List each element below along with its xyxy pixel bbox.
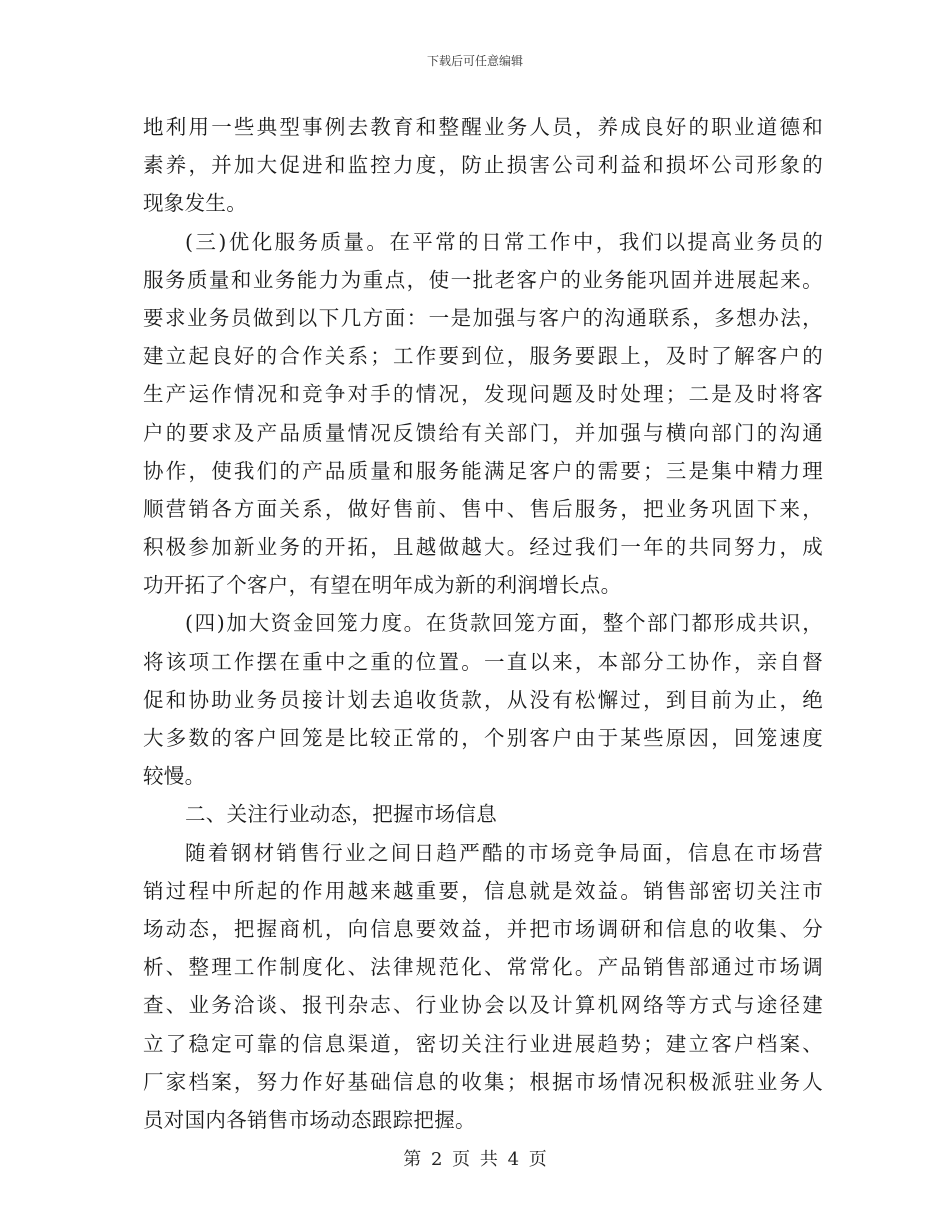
text-line: 场动态，把握商机，向信息要效益，并把市场调研和信息的收集、分 (143, 916, 823, 941)
text-line: 协作，使我们的产品质量和服务能满足客户的需要；三是集中精力理 (143, 458, 823, 483)
text-line: 要求业务员做到以下几方面：一是加强与客户的沟通联系，多想办法， (143, 305, 823, 330)
text-line: 服务质量和业务能力为重点，使一批老客户的业务能巩固并进展起来。 (143, 267, 823, 292)
text-line: 将该项工作摆在重中之重的位置。一直以来，本部分工协作，亲自督 (143, 649, 823, 674)
page-footer: 第 2 页 共 4 页 (403, 1149, 547, 1170)
text-line: 随着钢材销售行业之间日趋严酷的市场竞争局面，信息在市场营 (185, 840, 823, 865)
text-line: 促和协助业务员接计划去追收货款，从没有松懈过，到目前为止，绝 (143, 687, 823, 712)
text-line: 建立起良好的合作关系；工作要到位，服务要跟上，及时了解客户的 (143, 344, 823, 369)
text-line: 二、关注行业动态，把握市场信息 (185, 802, 497, 827)
text-line: 素养，并加大促进和监控力度，防止损害公司利益和损坏公司形象的 (143, 153, 823, 178)
body-text (143, 108, 823, 1139)
text-line: 员对国内各销售市场动态跟踪把握。 (143, 1107, 476, 1132)
text-line: 户的要求及产品质量情况反馈给有关部门，并加强与横向部门的沟通 (143, 420, 823, 445)
text-line: 大多数的客户回笼是比较正常的，个别客户由于某些原因，回笼速度 (143, 726, 823, 750)
page-header: 下载后可任意编辑 (426, 54, 523, 68)
text-line: 较慢。 (143, 764, 206, 789)
text-line: 析、整理工作制度化、法律规范化、常常化。产品销售部通过市场调 (143, 955, 823, 980)
text-line: 地利用一些典型事例去教育和整醒业务人员，养成良好的职业道德和 (143, 115, 823, 139)
text-line: 销过程中所起的作用越来越重要，信息就是效益。销售部密切关注市 (143, 878, 823, 903)
text-line: 顺营销各方面关系，做好售前、售中、售后服务，把业务巩固下来， (143, 496, 823, 521)
text-line: 现象发生。 (143, 191, 247, 216)
text-line: 厂家档案，努力作好基础信息的收集；根据市场情况积极派驻业务人 (143, 1069, 823, 1094)
text-line: (四)加大资金回笼力度。在货款回笼方面，整个部门都形成共识， (185, 611, 823, 636)
text-line: 功开拓了个客户，有望在明年成为新的利润增长点。 (143, 573, 622, 598)
text-line: (三)优化服务质量。在平常的日常工作中，我们以提高业务员的 (185, 229, 823, 254)
text-line: 立了稳定可靠的信息渠道，密切关注行业进展趋势；建立客户档案、 (143, 1031, 823, 1056)
text-line: 查、业务洽谈、报刊杂志、行业协会以及计算机网络等方式与途径建 (143, 993, 823, 1018)
text-line: 生产运作情况和竞争对手的情况，发现问题及时处理；二是及时将客 (143, 382, 823, 407)
text-line: 积极参加新业务的开拓，且越做越大。经过我们一年的共同努力，成 (143, 535, 823, 560)
